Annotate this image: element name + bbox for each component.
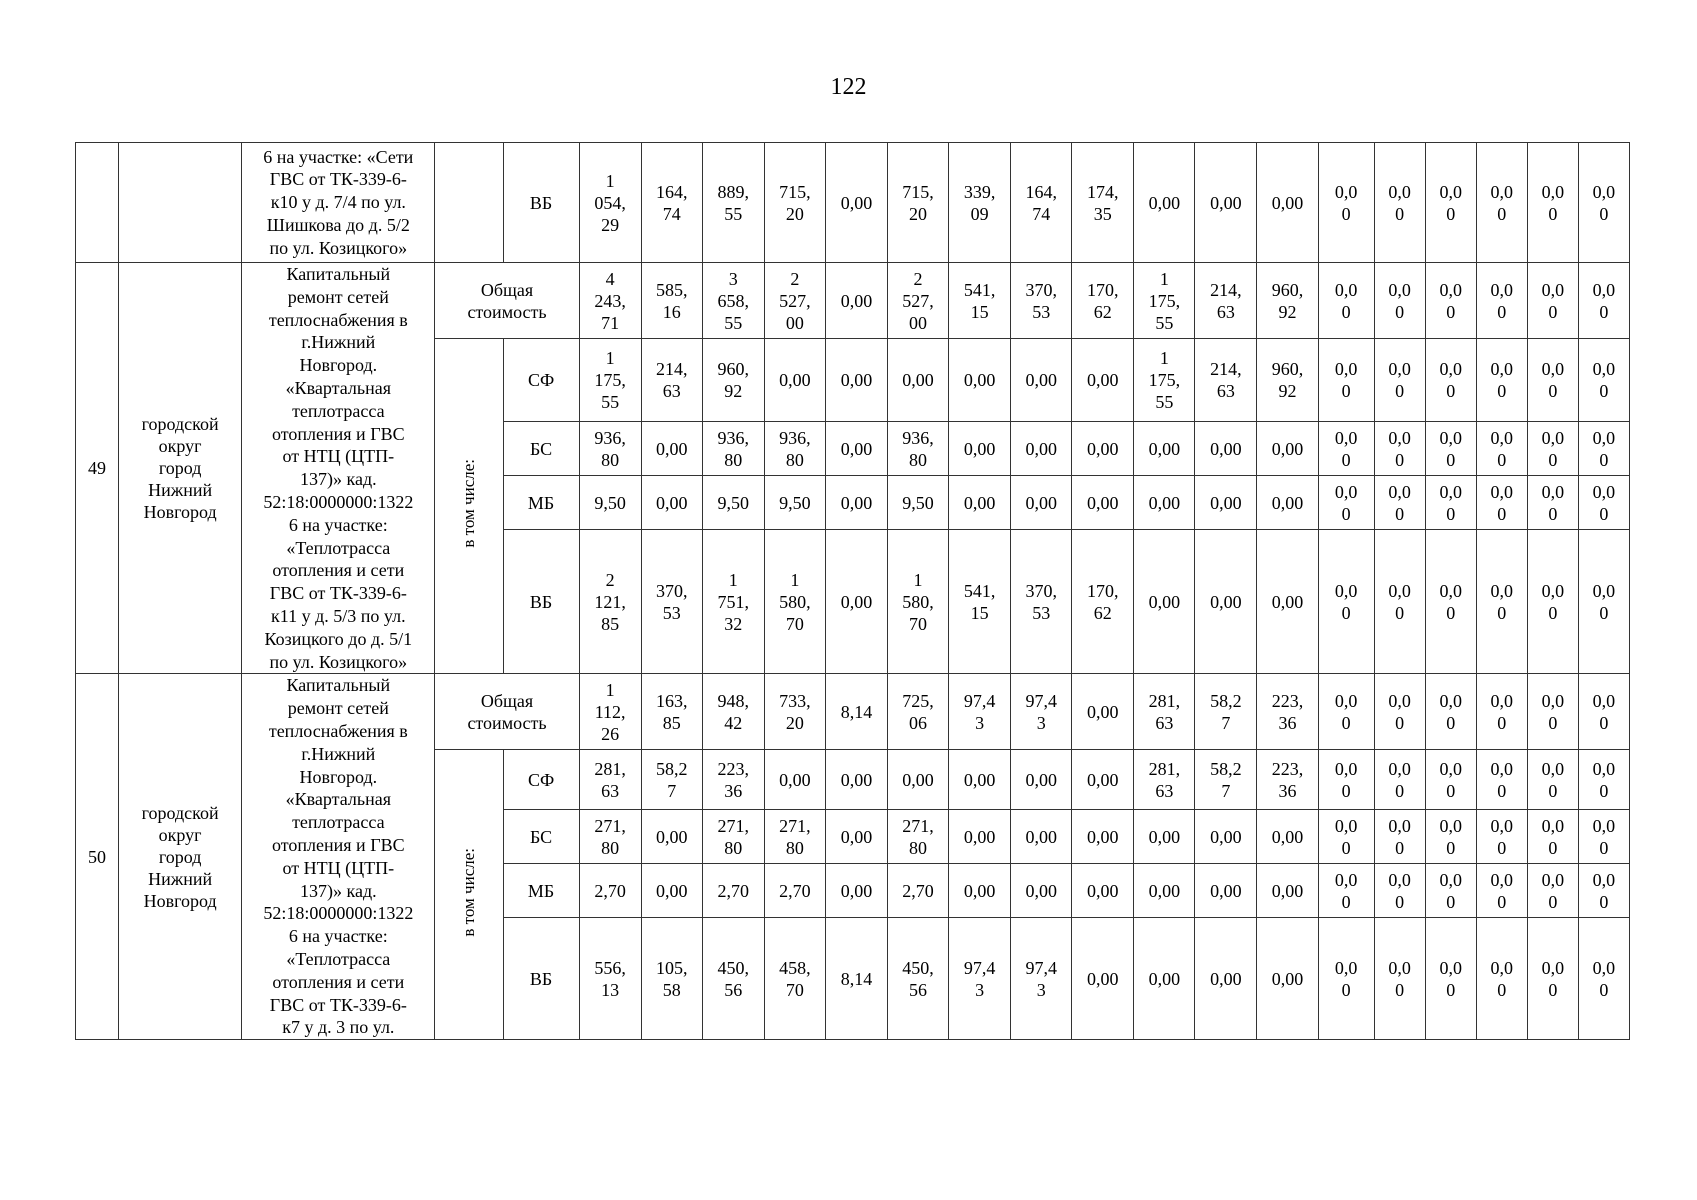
value-cell: 450, 56 [702, 918, 764, 1040]
value-cell: 0,0 0 [1374, 143, 1425, 263]
value-cell: 0,00 [1257, 476, 1318, 530]
value-cell: 0,0 0 [1374, 674, 1425, 750]
funding-source-label: СФ [503, 750, 579, 810]
value-cell: 0,00 [1257, 918, 1318, 1040]
value-cell: 0,0 0 [1318, 674, 1374, 750]
value-cell: 0,0 0 [1527, 143, 1578, 263]
value-cell: 0,0 0 [1374, 476, 1425, 530]
value-cell: 0,00 [1134, 476, 1195, 530]
value-cell: 0,00 [1072, 918, 1134, 1040]
row-number-cell: 50 [76, 674, 119, 1040]
value-cell: 0,0 0 [1374, 263, 1425, 339]
value-cell: 0,0 0 [1527, 864, 1578, 918]
table-body [76, 143, 1630, 1040]
budget-table [75, 142, 1630, 1040]
value-cell: 9,50 [702, 476, 764, 530]
value-cell: 0,0 0 [1425, 476, 1476, 530]
value-cell: 0,0 0 [1578, 476, 1629, 530]
value-cell: 0,0 0 [1578, 263, 1629, 339]
table-row [76, 263, 1630, 339]
value-cell: 0,0 0 [1476, 422, 1527, 476]
value-cell: 0,00 [949, 476, 1011, 530]
value-cell: 0,0 0 [1425, 339, 1476, 422]
value-cell: 0,0 0 [1578, 422, 1629, 476]
page-number: 122 [830, 74, 867, 100]
value-cell: 0,0 0 [1318, 918, 1374, 1040]
value-cell: 2,70 [888, 864, 949, 918]
value-cell: 281, 63 [1134, 674, 1195, 750]
value-cell: 0,0 0 [1578, 339, 1629, 422]
value-cell: 0,0 0 [1476, 339, 1527, 422]
value-cell: 2 527, 00 [888, 263, 949, 339]
project-description-cell: 6 на участке: «Сети ГВС от ТК-339-6- к10 у д. 7/4 по ул. Шишкова до д. 5/2 по ул. Козицкого» [242, 143, 435, 263]
value-cell: 0,00 [1011, 422, 1072, 476]
funding-source-label: ВБ [503, 918, 579, 1040]
value-cell: 715, 20 [888, 143, 949, 263]
value-cell: 163, 85 [641, 674, 702, 750]
value-cell: 1 175, 55 [579, 339, 641, 422]
value-cell: 271, 80 [702, 810, 764, 864]
value-cell: 9,50 [888, 476, 949, 530]
value-cell: 105, 58 [641, 918, 702, 1040]
value-cell: 2 527, 00 [764, 263, 825, 339]
value-cell: 0,0 0 [1578, 810, 1629, 864]
value-cell: 0,00 [1072, 810, 1134, 864]
value-cell: 0,00 [825, 263, 887, 339]
value-cell: 0,00 [888, 750, 949, 810]
value-cell: 2,70 [579, 864, 641, 918]
value-cell: 585, 16 [641, 263, 702, 339]
value-cell: 214, 63 [1195, 339, 1257, 422]
value-cell: 0,0 0 [1476, 263, 1527, 339]
value-cell: 1 580, 70 [764, 530, 825, 674]
value-cell: 0,0 0 [1476, 750, 1527, 810]
value-cell: 370, 53 [641, 530, 702, 674]
value-cell: 8,14 [825, 918, 887, 1040]
value-cell: 2 121, 85 [579, 530, 641, 674]
municipality-cell [119, 143, 242, 263]
value-cell: 0,0 0 [1527, 263, 1578, 339]
value-cell: 0,00 [1195, 476, 1257, 530]
value-cell: 164, 74 [641, 143, 702, 263]
funding-source-label: МБ [503, 864, 579, 918]
value-cell: 0,0 0 [1425, 674, 1476, 750]
value-cell: 936, 80 [579, 422, 641, 476]
value-cell: 0,0 0 [1578, 750, 1629, 810]
value-cell: 0,0 0 [1578, 864, 1629, 918]
value-cell: 0,0 0 [1527, 422, 1578, 476]
value-cell: 8,14 [825, 674, 887, 750]
value-cell: 0,00 [1072, 422, 1134, 476]
value-cell: 0,0 0 [1374, 864, 1425, 918]
value-cell: 0,0 0 [1318, 263, 1374, 339]
value-cell: 0,0 0 [1374, 918, 1425, 1040]
value-cell: 960, 92 [1257, 263, 1318, 339]
value-cell: 58,2 7 [1195, 750, 1257, 810]
value-cell: 0,00 [949, 339, 1011, 422]
value-cell: 0,0 0 [1318, 143, 1374, 263]
value-cell: 0,00 [1072, 476, 1134, 530]
project-description-cell: Капитальный ремонт сетей теплоснабжения в г.Нижний Новгород. «Квартальная теплотрасса отопления и ГВС от НТЦ (ЦТП- 137)» кад. 52:18:0000000:1322 6 на участке: «Теплотрасса отопления и сети ГВС от ТК-339-6- к11 у д. 5/3 по ул. Козицкого до д. 5/1 по ул. Козицкого» [242, 263, 435, 674]
value-cell: 0,00 [1134, 864, 1195, 918]
value-cell: 0,0 0 [1425, 750, 1476, 810]
value-cell: 0,00 [949, 810, 1011, 864]
value-cell: 0,0 0 [1374, 810, 1425, 864]
value-cell: 0,0 0 [1527, 674, 1578, 750]
value-cell: 541, 15 [949, 263, 1011, 339]
value-cell: 97,4 3 [1011, 674, 1072, 750]
funding-source-label: МБ [503, 476, 579, 530]
value-cell: 0,0 0 [1527, 810, 1578, 864]
value-cell: 0,00 [764, 339, 825, 422]
value-cell: 0,00 [1072, 750, 1134, 810]
value-cell: 214, 63 [1195, 263, 1257, 339]
project-description-cell: Капитальный ремонт сетей теплоснабжения в г.Нижний Новгород. «Квартальная теплотрасса отопления и ГВС от НТЦ (ЦТП- 137)» кад. 52:18:0000000:1322 6 на участке: «Теплотрасса отопления и сети ГВС от ТК-339-6- к7 у д. 3 по ул. [242, 674, 435, 1040]
value-cell: 0,0 0 [1374, 422, 1425, 476]
value-cell: 0,0 0 [1374, 530, 1425, 674]
value-cell: 0,0 0 [1318, 810, 1374, 864]
value-cell: 0,0 0 [1527, 339, 1578, 422]
funding-source-label: БС [503, 422, 579, 476]
value-cell: 0,0 0 [1476, 143, 1527, 263]
value-cell: 0,0 0 [1476, 674, 1527, 750]
value-cell: 1 751, 32 [702, 530, 764, 674]
value-cell: 0,0 0 [1425, 864, 1476, 918]
value-cell: 1 054, 29 [579, 143, 641, 263]
value-cell: 936, 80 [702, 422, 764, 476]
total-cost-label: Общая стоимость [435, 674, 579, 750]
value-cell: 0,00 [641, 810, 702, 864]
value-cell: 0,00 [1195, 810, 1257, 864]
value-cell: 0,0 0 [1318, 864, 1374, 918]
value-cell: 0,0 0 [1527, 750, 1578, 810]
value-cell: 0,00 [1011, 864, 1072, 918]
value-cell: 960, 92 [1257, 339, 1318, 422]
funding-source-label: СФ [503, 339, 579, 422]
value-cell: 0,00 [1011, 810, 1072, 864]
value-cell: 0,0 0 [1318, 530, 1374, 674]
value-cell: 450, 56 [888, 918, 949, 1040]
funding-source-label: БС [503, 810, 579, 864]
value-cell: 0,0 0 [1318, 476, 1374, 530]
value-cell: 0,0 0 [1318, 422, 1374, 476]
value-cell: 458, 70 [764, 918, 825, 1040]
municipality-cell: городской округ город Нижний Новгород [119, 674, 242, 1040]
value-cell: 271, 80 [764, 810, 825, 864]
value-cell: 889, 55 [702, 143, 764, 263]
total-cost-label: Общая стоимость [435, 263, 579, 339]
value-cell: 0,0 0 [1476, 918, 1527, 1040]
value-cell: 0,00 [1195, 864, 1257, 918]
value-cell: 0,00 [825, 750, 887, 810]
value-cell: 58,2 7 [641, 750, 702, 810]
value-cell: 0,00 [888, 339, 949, 422]
value-cell: 97,4 3 [949, 674, 1011, 750]
value-cell: 58,2 7 [1195, 674, 1257, 750]
value-cell: 0,0 0 [1374, 750, 1425, 810]
value-cell: 725, 06 [888, 674, 949, 750]
value-cell: 0,00 [764, 750, 825, 810]
value-cell: 0,0 0 [1425, 143, 1476, 263]
value-cell: 715, 20 [764, 143, 825, 263]
value-cell: 223, 36 [1257, 674, 1318, 750]
value-cell: 541, 15 [949, 530, 1011, 674]
value-cell: 936, 80 [888, 422, 949, 476]
value-cell: 0,00 [1072, 339, 1134, 422]
value-cell: 948, 42 [702, 674, 764, 750]
value-cell: 1 175, 55 [1134, 339, 1195, 422]
value-cell: 0,0 0 [1578, 674, 1629, 750]
value-cell: 556, 13 [579, 918, 641, 1040]
value-cell: 0,0 0 [1318, 750, 1374, 810]
value-cell: 4 243, 71 [579, 263, 641, 339]
value-cell: 174, 35 [1072, 143, 1134, 263]
value-cell: 271, 80 [579, 810, 641, 864]
municipality-cell: городской округ город Нижний Новгород [119, 263, 242, 674]
value-cell: 0,00 [1257, 810, 1318, 864]
value-cell: 0,00 [825, 476, 887, 530]
value-cell: 0,00 [1195, 143, 1257, 263]
value-cell: 0,00 [1134, 810, 1195, 864]
value-cell: 0,0 0 [1476, 530, 1527, 674]
value-cell: 936, 80 [764, 422, 825, 476]
value-cell: 0,00 [1257, 530, 1318, 674]
value-cell: 9,50 [764, 476, 825, 530]
value-cell: 0,0 0 [1476, 810, 1527, 864]
value-cell: 1 580, 70 [888, 530, 949, 674]
value-cell: 0,0 0 [1578, 918, 1629, 1040]
value-cell: 0,00 [1195, 918, 1257, 1040]
value-cell: 0,0 0 [1527, 530, 1578, 674]
value-cell: 0,00 [641, 476, 702, 530]
breakdown-label: в том числе: [458, 847, 478, 937]
value-cell: 164, 74 [1011, 143, 1072, 263]
value-cell: 0,00 [1195, 530, 1257, 674]
value-cell: 97,4 3 [1011, 918, 1072, 1040]
value-cell: 0,00 [1011, 476, 1072, 530]
value-cell: 1 112, 26 [579, 674, 641, 750]
value-cell: 0,0 0 [1425, 918, 1476, 1040]
funding-source-label: ВБ [503, 530, 579, 674]
table-row [76, 143, 1630, 263]
value-cell: 0,00 [949, 864, 1011, 918]
value-cell: 0,00 [1257, 143, 1318, 263]
value-cell: 170, 62 [1072, 263, 1134, 339]
value-cell: 0,00 [1195, 422, 1257, 476]
value-cell: 0,00 [1072, 674, 1134, 750]
value-cell: 0,00 [1257, 864, 1318, 918]
value-cell: 0,0 0 [1425, 263, 1476, 339]
value-cell: 0,0 0 [1374, 339, 1425, 422]
value-cell: 0,0 0 [1578, 530, 1629, 674]
value-cell: 733, 20 [764, 674, 825, 750]
value-cell: 0,00 [825, 530, 887, 674]
value-cell: 0,00 [825, 143, 887, 263]
value-cell: 0,00 [641, 864, 702, 918]
value-cell: 0,00 [1134, 918, 1195, 1040]
value-cell: 2,70 [764, 864, 825, 918]
value-cell: 0,0 0 [1425, 422, 1476, 476]
value-cell: 370, 53 [1011, 530, 1072, 674]
value-cell: 0,0 0 [1527, 918, 1578, 1040]
value-cell: 3 658, 55 [702, 263, 764, 339]
value-cell: 0,0 0 [1318, 339, 1374, 422]
value-cell: 0,00 [949, 750, 1011, 810]
value-cell: 0,0 0 [1476, 476, 1527, 530]
value-cell: 0,00 [1072, 864, 1134, 918]
value-cell: 97,4 3 [949, 918, 1011, 1040]
spacer-cell [435, 143, 503, 263]
value-cell: 0,0 0 [1425, 810, 1476, 864]
value-cell: 170, 62 [1072, 530, 1134, 674]
value-cell: 339, 09 [949, 143, 1011, 263]
value-cell: 0,00 [1134, 143, 1195, 263]
value-cell: 370, 53 [1011, 263, 1072, 339]
funding-source-label: ВБ [503, 143, 579, 263]
value-cell: 0,00 [825, 339, 887, 422]
value-cell: 0,00 [1011, 339, 1072, 422]
value-cell: 0,00 [1257, 422, 1318, 476]
breakdown-label: в том числе: [458, 459, 478, 548]
value-cell: 0,00 [825, 864, 887, 918]
row-number-cell: 49 [76, 263, 119, 674]
value-cell: 0,00 [1134, 422, 1195, 476]
row-number-cell [76, 143, 119, 263]
value-cell: 223, 36 [702, 750, 764, 810]
value-cell: 0,00 [641, 422, 702, 476]
value-cell: 960, 92 [702, 339, 764, 422]
value-cell: 0,00 [825, 422, 887, 476]
value-cell: 0,00 [1011, 750, 1072, 810]
value-cell: 0,00 [825, 810, 887, 864]
value-cell: 0,0 0 [1578, 143, 1629, 263]
value-cell: 0,0 0 [1527, 476, 1578, 530]
value-cell: 271, 80 [888, 810, 949, 864]
value-cell: 0,0 0 [1476, 864, 1527, 918]
value-cell: 1 175, 55 [1134, 263, 1195, 339]
value-cell: 0,00 [949, 422, 1011, 476]
breakdown-label-cell [435, 750, 503, 1040]
value-cell: 2,70 [702, 864, 764, 918]
value-cell: 0,00 [1134, 530, 1195, 674]
breakdown-label-cell [435, 339, 503, 674]
value-cell: 214, 63 [641, 339, 702, 422]
value-cell: 9,50 [579, 476, 641, 530]
table-row [76, 674, 1630, 750]
value-cell: 223, 36 [1257, 750, 1318, 810]
value-cell: 281, 63 [579, 750, 641, 810]
value-cell: 281, 63 [1134, 750, 1195, 810]
value-cell: 0,0 0 [1425, 530, 1476, 674]
